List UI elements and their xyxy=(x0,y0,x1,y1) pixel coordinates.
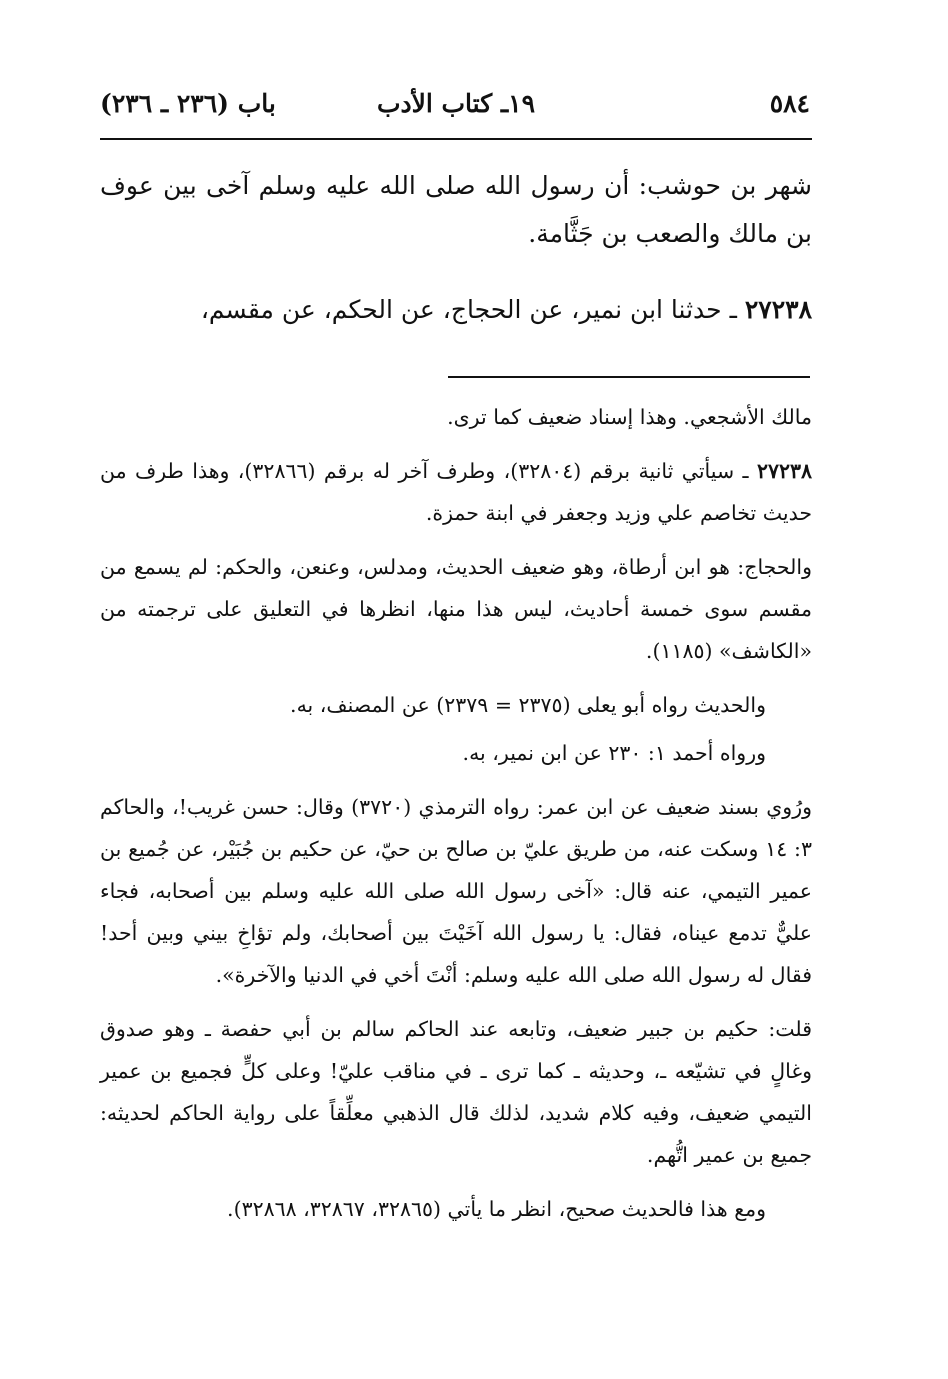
footnote-entry xyxy=(100,450,812,534)
hadith-number: ٢٧٢٣٨ xyxy=(744,295,812,324)
page-number: ٥٨٤ xyxy=(769,89,810,118)
running-header xyxy=(100,84,810,124)
footnote-separator xyxy=(448,376,810,378)
footnote-paragraph: والحديث رواه أبو يعلى (٢٣٧٥ = ٢٣٧٩) عن المصنف، به. xyxy=(290,693,766,717)
book-title: ١٩ـ كتاب الأدب xyxy=(376,89,535,118)
footnote-continuation: مالك الأشجعي. وهذا إسناد ضعيف كما ترى. xyxy=(447,405,812,429)
hadith-paragraph xyxy=(100,286,812,334)
hadith-text: ـ حدثنا ابن نمير، عن الحجاج، عن الحكم، عن مقسم، xyxy=(200,295,745,324)
footnote-paragraph: ومع هذا فالحديث صحيح، انظر ما يأتي (٣٢٨٦٥، ٣٢٨٦٧، ٣٢٨٦٨). xyxy=(227,1197,766,1221)
footnote-paragraph: قلت: حكيم بن جبير ضعيف، وتابعه عند الحاكم سالم بن أبي حفصة ـ وهو صدوق وغالٍ في تشيّعه ـ، وحديثه ـ كما ترى ـ في مناقب عليّ! وعلى كلٍّ فجميع بن عمير التيمي ضعيف، وفيه كلام شديد، لذلك قال الذهبي معلِّقاً على رواية الحاكم لحديثه: جميع بن عمير اتُّهم. xyxy=(100,1017,812,1167)
footnote-paragraph: والحجاج: هو ابن أرطاة، وهو ضعيف الحديث، ومدلس، وعنعن، والحكم: لم يسمع من مقسم سوى خمسة أحاديث، ليس هذا منها، انظرها في التعليق على ترجمته من «الكاشف» (١١٨٥). xyxy=(100,555,812,663)
footnote-text: ـ سيأتي ثانية برقم (٣٢٨٠٤)، وطرف آخر له برقم (٣٢٨٦٦)، وهذا طرف من حديث تخاصم علي وزيد وجعفر في ابنة حمزة. xyxy=(100,459,812,525)
footnote-paragraph: ورواه أحمد ١: ٢٣٠ عن ابن نمير، به. xyxy=(462,741,766,765)
main-text xyxy=(100,162,812,334)
main-paragraph: شهر بن حوشب: أن رسول الله صلى الله عليه وسلم آخى بين عوف بن مالك والصعب بن جَثَّامة. xyxy=(100,171,812,248)
footnotes xyxy=(100,396,812,1242)
chapter-title: باب (٢٣٦ ـ ٢٣٦) xyxy=(100,89,276,118)
footnote-number: ٢٧٢٣٨ xyxy=(756,459,812,483)
footnote-paragraph: ورُوي بسند ضعيف عن ابن عمر: رواه الترمذي (٣٧٢٠) وقال: حسن غريب!، والحاكم ٣: ١٤ وسكت عنه، من طريق عليّ بن صالح بن حيّ، عن حكيم بن جُبَيْر، عن جُميع بن عمير التيمي، عنه قال: «آخى رسول الله صلى الله عليه وسلم بين أصحابه، فجاء عليٌّ تدمع عيناه، فقال: يا رسول الله آخَيْتَ بين أصحابك، ولم تؤاخِ بيني وبين أحد! فقال له رسول الله صلى الله عليه وسلم: أنْتَ أخي في الدنيا والآخرة». xyxy=(100,795,812,987)
header-rule xyxy=(100,138,812,140)
